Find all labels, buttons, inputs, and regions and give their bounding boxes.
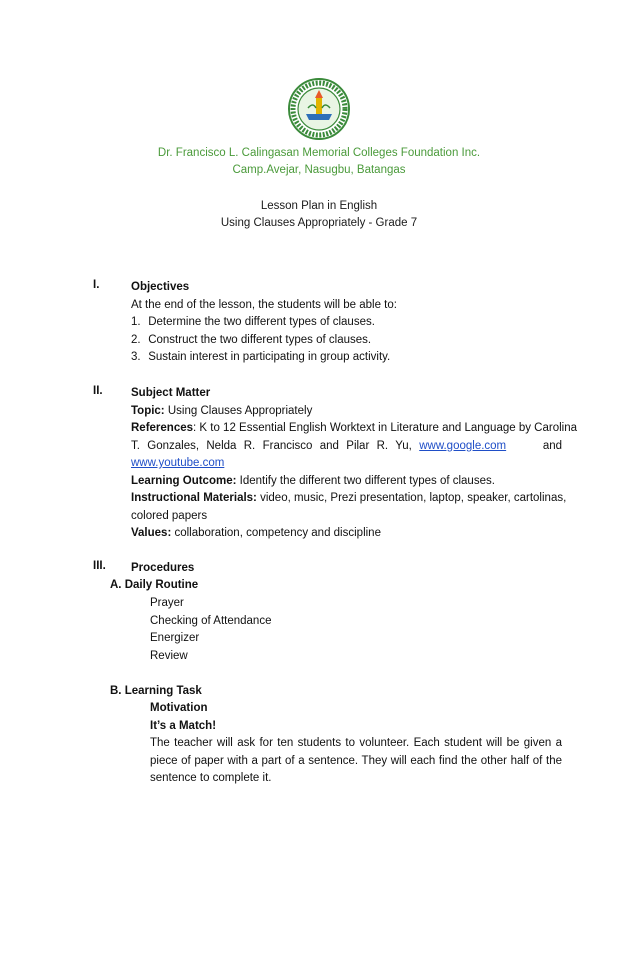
procedures-heading: Procedures xyxy=(131,562,195,574)
college-seal-icon xyxy=(288,78,350,140)
learning-outcome-line: Learning Outcome: Identify the different two different types of clauses. xyxy=(131,474,495,487)
description-line: sentence to complete it. xyxy=(150,772,272,784)
institution-name: Dr. Francisco L. Calingasan Memorial Colleges Foundation Inc. xyxy=(157,147,481,159)
subject-matter-heading: Subject Matter xyxy=(131,387,211,399)
institution-address: Camp.Avejar, Nasugbu, Batangas xyxy=(232,164,406,176)
references-line-2: T. Gonzales, Nelda R. Francisco and Pilar R. Yu, www.google.com and xyxy=(131,439,563,452)
daily-routine-label: A. Daily Routine xyxy=(110,579,199,591)
youtube-link[interactable]: www.youtube.com xyxy=(131,457,225,469)
references-line: References: K to 12 Essential English Worktext in Literature and Language by Carolina xyxy=(131,422,578,434)
learning-task-section xyxy=(150,700,562,788)
google-link[interactable]: www.google.com xyxy=(419,439,507,452)
description-line: piece of paper with a part of a sentence. They will each find the other half of the xyxy=(150,754,562,767)
objectives-numeral: I. xyxy=(93,279,100,291)
list-item: 3. Sustain interest in participating in group activity. xyxy=(131,351,391,363)
materials-line-2: colored papers xyxy=(131,509,208,522)
youtube-line xyxy=(131,455,562,473)
procedures-numeral: III. xyxy=(93,560,106,572)
subject-matter-section xyxy=(131,385,578,543)
subject-matter-numeral: II. xyxy=(93,385,103,397)
objectives-intro: At the end of the lesson, the students will be able to: xyxy=(131,298,397,311)
plan-subtitle: Using Clauses Appropriately - Grade 7 xyxy=(220,217,418,229)
topic-line: Topic: Using Clauses Appropriately xyxy=(131,404,313,417)
list-item: Prayer xyxy=(150,597,184,609)
list-item: 2. Construct the two different types of clauses. xyxy=(131,333,372,346)
plan-title: Lesson Plan in English xyxy=(260,200,378,212)
values-line: Values: collaboration, competency and discipline xyxy=(131,527,381,539)
list-item: Checking of Attendance xyxy=(150,614,272,627)
learning-task-label: B. Learning Task xyxy=(110,685,202,697)
motivation-heading: Motivation xyxy=(150,702,208,714)
objectives-section xyxy=(131,279,562,367)
objectives-heading: Objectives xyxy=(131,281,190,293)
list-item: Energizer xyxy=(150,632,200,644)
list-item: 1. Determine the two different types of clauses. xyxy=(131,316,375,328)
activity-title: It’s a Match! xyxy=(150,719,217,732)
materials-line: Instructional Materials: video, music, Prezi presentation, laptop, speaker, cartolinas, xyxy=(131,492,567,504)
description-line: The teacher will ask for ten students to volunteer. Each student will be given a xyxy=(150,737,562,749)
daily-routine-list xyxy=(150,595,562,665)
list-item: Review xyxy=(150,649,188,662)
